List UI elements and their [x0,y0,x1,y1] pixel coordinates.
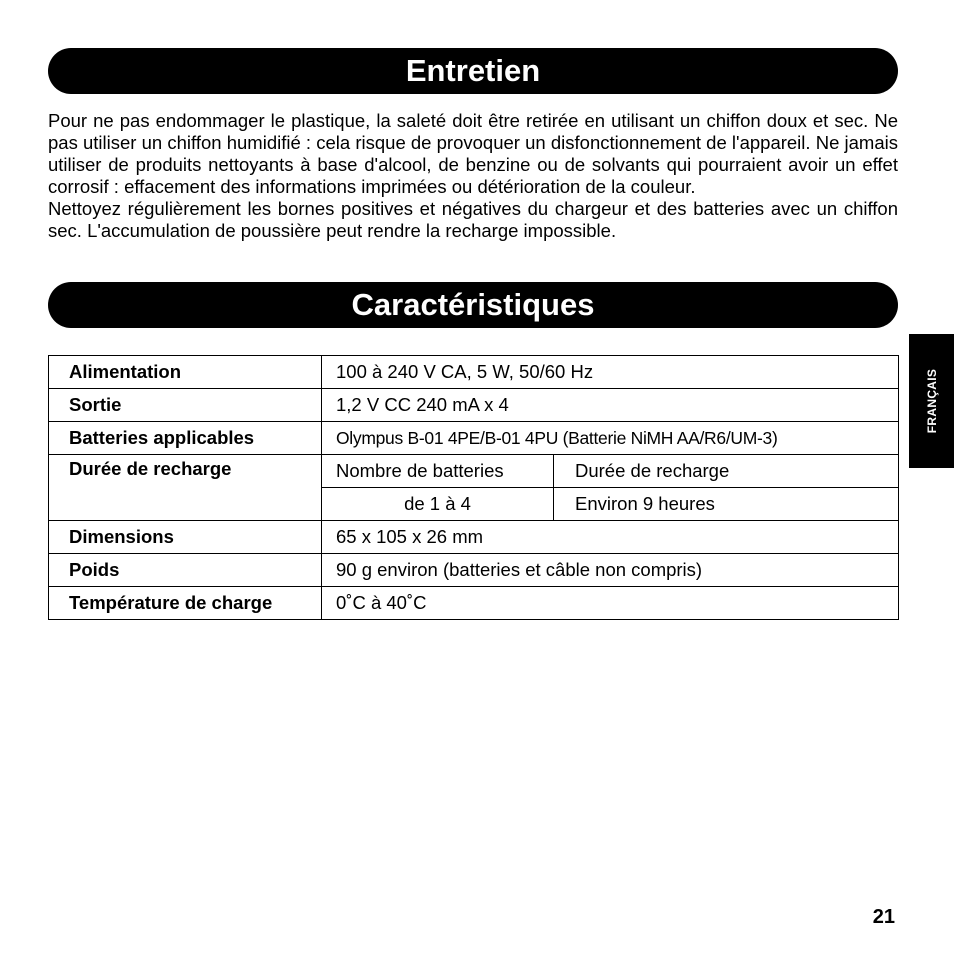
spec-value: 0˚C à 40˚C [322,587,899,620]
subtable-header: Nombre de batteries [322,455,554,488]
spec-value: 100 à 240 V CA, 5 W, 50/60 Hz [322,356,899,389]
spec-label: Alimentation [49,356,322,389]
language-tab [909,334,954,468]
spec-label: Poids [49,554,322,587]
spec-label: Température de charge [49,587,322,620]
table-row [49,356,899,389]
table-row [49,587,899,620]
table-row [49,455,899,488]
maintenance-paragraph: Nettoyez régulièrement les bornes positives et négatives du chargeur et des batteries avec un chiffon sec. L'accumulation de poussière peut rendre la recharge impossible. [48,198,898,241]
maintenance-paragraph: Pour ne pas endommager le plastique, la saleté doit être retirée en utilisant un chiffon doux et sec. Ne pas utiliser un chiffon humidifié : cela risque de provoquer un disfonctionnement de l'appareil. Ne jamais utiliser de produits nettoyants à base d'alcool, de benzine ou de solvants qui pourraient avoir un effet corrosif : effacement des informations imprimées ou détérioration de la couleur. [48,110,898,197]
section-header-specs [48,282,898,328]
table-row [49,389,899,422]
section-title: Entretien [405,53,541,88]
spec-label: Durée de recharge [49,455,322,521]
subtable-cell: Environ 9 heures [554,488,899,521]
language-tab-label: FRANÇAIS [924,368,939,434]
table-row [49,521,899,554]
spec-value: Olympus B-01 4PE/B-01 4PU (Batterie NiMH AA/R6/UM-3) [322,422,899,455]
page-number: 21 [872,906,895,928]
spec-label: Sortie [49,389,322,422]
spec-label: Dimensions [49,521,322,554]
table-row [49,422,899,455]
section-header-maintenance [48,48,898,94]
spec-value: 65 x 105 x 26 mm [322,521,899,554]
spec-label: Batteries applicables [49,422,322,455]
specifications-table [48,355,899,620]
spec-value: 90 g environ (batteries et câble non compris) [322,554,899,587]
maintenance-text [48,110,898,242]
table-row [49,554,899,587]
spec-value: 1,2 V CC 240 mA x 4 [322,389,899,422]
subtable-header: Durée de recharge [554,455,899,488]
section-title: Caractéristiques [351,287,595,322]
subtable-cell: de 1 à 4 [322,488,554,521]
